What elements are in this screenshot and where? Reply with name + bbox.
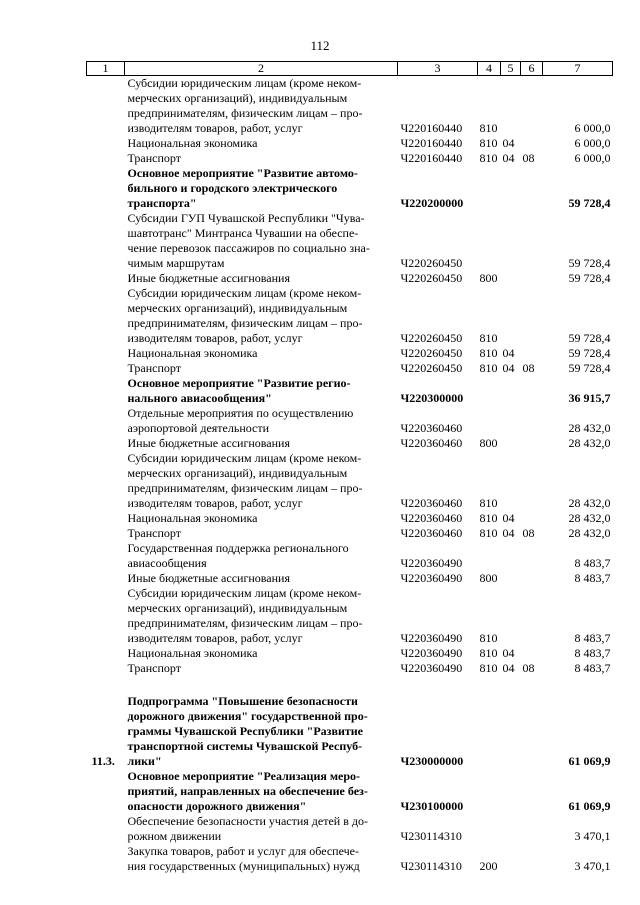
item-name: [125, 361, 398, 376]
section-number: [87, 844, 125, 874]
spacer-row: [87, 676, 613, 694]
amount: 59 728,4: [568, 331, 611, 345]
amount: 6 000,0: [574, 136, 611, 150]
expense-type: 810: [479, 346, 498, 360]
item-name: [125, 211, 398, 271]
subsection-code: [521, 271, 543, 286]
expense-type: 800: [479, 571, 498, 585]
section-number: [87, 211, 125, 271]
target-code: Ч220160440: [400, 136, 463, 150]
target-code: Ч220360490: [400, 646, 463, 660]
section-code: 04: [502, 526, 515, 540]
item-name-line: Транспорт: [127, 361, 181, 375]
section-code: 04: [502, 346, 515, 360]
item-name-line: Субсидии юридическим лицам (кроме неком-: [127, 451, 362, 465]
item-name-line: Субсидии юридическим лицам (кроме неком-: [127, 76, 362, 90]
amount: 61 069,9: [568, 799, 611, 813]
subsection-code: [521, 451, 543, 511]
section-number: [87, 436, 125, 451]
table-row: [87, 571, 613, 586]
section-number: [87, 286, 125, 346]
subsection-code: [521, 436, 543, 451]
item-name-line: авиасообщения: [127, 556, 207, 570]
subsection-code: [521, 844, 543, 874]
section-code: 04: [502, 136, 515, 150]
table-row: [87, 511, 613, 526]
item-name-line: ния государственных (муниципальных) нужд: [127, 859, 360, 873]
table-row: [87, 361, 613, 376]
section-number: [87, 166, 125, 211]
expense-type: 810: [479, 121, 498, 135]
subsection-code: 08: [522, 361, 535, 375]
item-name-line: шавтотранс" Минтранса Чувашии на обеспе-: [127, 226, 359, 240]
item-name-line: Государственная поддержка регионального: [127, 541, 349, 555]
table-row: [87, 451, 613, 511]
item-name-line: мерческих организаций), индивидуальным: [127, 466, 348, 480]
item-name-line: Основное мероприятие "Развитие регио-: [127, 376, 351, 390]
item-name: [125, 376, 398, 406]
item-name: [125, 769, 398, 814]
amount: 8 483,7: [574, 571, 611, 585]
section-number: [87, 451, 125, 511]
section-code: 04: [502, 646, 515, 660]
table-row: [87, 211, 613, 271]
section-number: [87, 271, 125, 286]
subsection-code: [521, 136, 543, 151]
expense-type: 810: [479, 646, 498, 660]
table-row: [87, 526, 613, 541]
target-code: Ч230100000: [400, 799, 464, 813]
subsection-code: 08: [522, 661, 535, 675]
subsection-code: [521, 541, 543, 571]
table-row: [87, 844, 613, 874]
target-code: Ч220360490: [400, 661, 463, 675]
subsection-code: [521, 406, 543, 436]
expense-type: [478, 211, 501, 271]
item-name: [125, 541, 398, 571]
target-code: Ч220360460: [400, 436, 463, 450]
item-name-line: Подпрограмма "Повышение безопасности: [127, 694, 358, 708]
item-name-line: нального авиасообщения": [127, 391, 272, 405]
target-code: Ч220360490: [400, 631, 463, 645]
expense-type: 810: [479, 136, 498, 150]
item-name: [125, 661, 398, 676]
item-name: [125, 814, 398, 844]
item-name-line: транспорта": [127, 196, 197, 210]
section-number: [87, 586, 125, 646]
table-row: [87, 814, 613, 844]
item-name: [125, 571, 398, 586]
amount: 8 483,7: [574, 661, 611, 675]
amount: 28 432,0: [568, 436, 611, 450]
table-row: [87, 271, 613, 286]
target-code: Ч220260450: [400, 331, 463, 345]
item-name-line: предпринимателям, физическим лицам – про-: [127, 616, 363, 630]
target-code: Ч220360460: [400, 496, 463, 510]
page-number: 112: [310, 38, 330, 53]
subsection-code: [521, 166, 543, 211]
table-body: [87, 76, 613, 875]
subsection-code: [521, 694, 543, 769]
section-number: [87, 76, 125, 137]
table-row: [87, 346, 613, 361]
target-code: Ч230000000: [400, 754, 464, 768]
table-row: [87, 586, 613, 646]
subsection-code: [521, 769, 543, 814]
table-row: [87, 436, 613, 451]
subsection-code: [521, 376, 543, 406]
budget-table: [86, 61, 613, 874]
item-name-line: Транспорт: [127, 661, 181, 675]
target-code: Ч220360490: [400, 556, 463, 570]
subsection-code: [521, 511, 543, 526]
item-name-line: транспортной системы Чувашской Респуб-: [127, 739, 363, 753]
item-name: [125, 166, 398, 211]
section-number: [87, 361, 125, 376]
item-name-line: Иные бюджетные ассигнования: [127, 436, 290, 450]
expense-type: 810: [479, 331, 498, 345]
table-row: [87, 376, 613, 406]
expense-type: 810: [479, 661, 498, 675]
target-code: Ч220160440: [400, 151, 463, 165]
amount: 59 728,4: [568, 271, 611, 285]
amount: 59 728,4: [568, 256, 611, 270]
target-code: Ч220360460: [400, 511, 463, 525]
item-name: [125, 451, 398, 511]
expense-type: 810: [479, 496, 498, 510]
amount: 36 915,7: [568, 391, 611, 405]
column-header: 6: [521, 62, 543, 76]
subsection-code: [521, 346, 543, 361]
item-name-line: Субсидии ГУП Чувашской Республики "Чува-: [127, 211, 365, 225]
target-code: Ч220260450: [400, 346, 463, 360]
item-name: [125, 271, 398, 286]
section-code: [501, 586, 521, 646]
item-name-line: мерческих организаций), индивидуальным: [127, 601, 348, 615]
item-name-line: предпринимателям, физическим лицам – про-: [127, 481, 363, 495]
item-name-line: бильного и городского электрического: [127, 181, 338, 195]
item-name-line: изводителям товаров, работ, услуг: [127, 496, 303, 510]
item-name-line: Закупка товаров, работ и услуг для обеспече-: [127, 844, 359, 858]
column-header: 1: [87, 62, 125, 76]
section-number: [87, 151, 125, 166]
amount: 3 470,1: [574, 859, 611, 873]
section-code: [501, 376, 521, 406]
target-code: Ч220260450: [400, 271, 463, 285]
amount: 8 483,7: [574, 646, 611, 660]
subsection-code: [521, 586, 543, 646]
subsection-code: [521, 211, 543, 271]
expense-type: 810: [479, 511, 498, 525]
section-number: [87, 541, 125, 571]
item-name: [125, 346, 398, 361]
amount: 6 000,0: [574, 121, 611, 135]
section-number: [87, 769, 125, 814]
column-header: 3: [398, 62, 478, 76]
section-code: [501, 166, 521, 211]
section-code: [501, 451, 521, 511]
section-code: [501, 844, 521, 874]
section-number: [87, 571, 125, 586]
item-name: [125, 406, 398, 436]
item-name-line: Иные бюджетные ассигнования: [127, 571, 290, 585]
section-number: [87, 136, 125, 151]
item-name-line: Субсидии юридическим лицам (кроме неком-: [127, 586, 362, 600]
table-row: [87, 286, 613, 346]
target-code: Ч230114310: [400, 859, 462, 873]
item-name-line: Основное мероприятие "Реализация меро-: [127, 769, 361, 783]
table-row: [87, 661, 613, 676]
item-name-line: приятий, направленных на обеспечение без-: [127, 784, 368, 798]
item-name-line: Национальная экономика: [127, 346, 258, 360]
item-name-line: Национальная экономика: [127, 511, 258, 525]
amount: 8 483,7: [574, 556, 611, 570]
section-code: [501, 406, 521, 436]
item-name-line: Транспорт: [127, 526, 181, 540]
section-number: [87, 661, 125, 676]
section-code: [501, 571, 521, 586]
section-number: [87, 526, 125, 541]
section-code: 04: [502, 151, 515, 165]
item-name: [125, 151, 398, 166]
amount: 28 432,0: [568, 421, 611, 435]
table-row: [87, 541, 613, 571]
item-name: [125, 436, 398, 451]
item-name: [125, 694, 398, 769]
item-name-line: Обеспечение безопасности участия детей в до-: [127, 814, 368, 828]
table-row: [87, 769, 613, 814]
item-name-line: чение перевозок пассажиров по социально зна-: [127, 241, 370, 255]
subsection-code: [521, 76, 543, 137]
amount: 8 483,7: [574, 631, 611, 645]
item-name-line: чимым маршрутам: [127, 256, 225, 270]
amount: 59 728,4: [568, 346, 611, 360]
item-name-line: предпринимателям, физическим лицам – про-: [127, 106, 363, 120]
table-row: [87, 694, 613, 769]
section-code: [501, 814, 521, 844]
expense-type: 800: [479, 271, 498, 285]
amount: 28 432,0: [568, 496, 611, 510]
item-name-line: Национальная экономика: [127, 136, 258, 150]
target-code: Ч220360460: [400, 526, 463, 540]
item-name-line: граммы Чувашской Республики "Развитие: [127, 724, 363, 738]
expense-type: 200: [479, 859, 498, 873]
item-name-line: Иные бюджетные ассигнования: [127, 271, 290, 285]
table-row: [87, 76, 613, 137]
amount: 28 432,0: [568, 526, 611, 540]
table-row: [87, 646, 613, 661]
expense-type: [478, 769, 501, 814]
item-name-line: Субсидии юридическим лицам (кроме неком-: [127, 286, 362, 300]
expense-type: 810: [479, 631, 498, 645]
section-number: [87, 511, 125, 526]
amount: 59 728,4: [568, 361, 611, 375]
subsection-code: 08: [522, 526, 535, 540]
item-name-line: Основное мероприятие "Развитие автомо-: [127, 166, 358, 180]
target-code: Ч220260450: [400, 256, 463, 270]
expense-type: [478, 541, 501, 571]
item-name-line: дорожного движения" государственной про-: [127, 709, 368, 723]
amount: 61 069,9: [568, 754, 611, 768]
item-name-line: Транспорт: [127, 151, 181, 165]
column-header: 5: [501, 62, 521, 76]
subsection-code: [521, 646, 543, 661]
item-name-line: опасности дорожного движения": [127, 799, 307, 813]
section-number: [87, 814, 125, 844]
column-header: 2: [125, 62, 398, 76]
section-number: [87, 406, 125, 436]
item-name-line: аэропортовой деятельности: [127, 421, 270, 435]
expense-type: 800: [479, 436, 498, 450]
table-header: [87, 62, 613, 76]
item-name: [125, 76, 398, 137]
item-name-line: предпринимателям, физическим лицам – про-: [127, 316, 363, 330]
subsection-code: [521, 814, 543, 844]
expense-type: [478, 376, 501, 406]
expense-type: 810: [479, 526, 498, 540]
column-header: 7: [543, 62, 613, 76]
section-code: 04: [502, 511, 515, 525]
section-code: [501, 271, 521, 286]
item-name-line: изводителям товаров, работ, услуг: [127, 331, 303, 345]
section-code: [501, 211, 521, 271]
section-code: [501, 286, 521, 346]
amount: 3 470,1: [574, 829, 611, 843]
amount: 28 432,0: [568, 511, 611, 525]
target-code: Ч220360460: [400, 421, 463, 435]
table-row: [87, 166, 613, 211]
item-name-line: изводителям товаров, работ, услуг: [127, 631, 303, 645]
target-code: Ч220360490: [400, 571, 463, 585]
target-code: Ч220300000: [400, 391, 464, 405]
item-name-line: мерческих организаций), индивидуальным: [127, 91, 348, 105]
item-name-line: Национальная экономика: [127, 646, 258, 660]
item-name-line: Отдельные мероприятия по осуществлению: [127, 406, 354, 420]
target-code: Ч220260450: [400, 361, 463, 375]
section-number: 11.3.: [91, 754, 115, 768]
section-code: [501, 436, 521, 451]
section-code: 04: [502, 361, 515, 375]
expense-type: 810: [479, 151, 498, 165]
target-code: Ч230114310: [400, 829, 462, 843]
item-name: [125, 646, 398, 661]
expense-type: 810: [479, 361, 498, 375]
section-code: [501, 541, 521, 571]
item-name: [125, 526, 398, 541]
item-name-line: мерческих организаций), индивидуальным: [127, 301, 348, 315]
item-name: [125, 136, 398, 151]
item-name: [125, 586, 398, 646]
section-code: [501, 694, 521, 769]
section-number: [87, 646, 125, 661]
column-header: 4: [478, 62, 501, 76]
item-name: [125, 511, 398, 526]
item-name-line: лики": [127, 754, 162, 768]
table-row: [87, 406, 613, 436]
section-number: [87, 346, 125, 361]
expense-type: [478, 406, 501, 436]
expense-type: [478, 166, 501, 211]
target-code: Ч220160440: [400, 121, 463, 135]
table-row: [87, 136, 613, 151]
section-code: [501, 76, 521, 137]
expense-type: [478, 814, 501, 844]
table-row: [87, 151, 613, 166]
expense-type: [478, 694, 501, 769]
amount: 6 000,0: [574, 151, 611, 165]
item-name: [125, 286, 398, 346]
item-name-line: изводителям товаров, работ, услуг: [127, 121, 303, 135]
target-code: Ч220200000: [400, 196, 464, 210]
section-code: 04: [502, 661, 515, 675]
subsection-code: [521, 571, 543, 586]
section-number: [87, 376, 125, 406]
subsection-code: 08: [522, 151, 535, 165]
section-code: [501, 769, 521, 814]
subsection-code: [521, 286, 543, 346]
item-name: [125, 844, 398, 874]
item-name-line: рожном движении: [127, 829, 222, 843]
spacer-cell: [87, 676, 613, 694]
amount: 59 728,4: [568, 196, 611, 210]
